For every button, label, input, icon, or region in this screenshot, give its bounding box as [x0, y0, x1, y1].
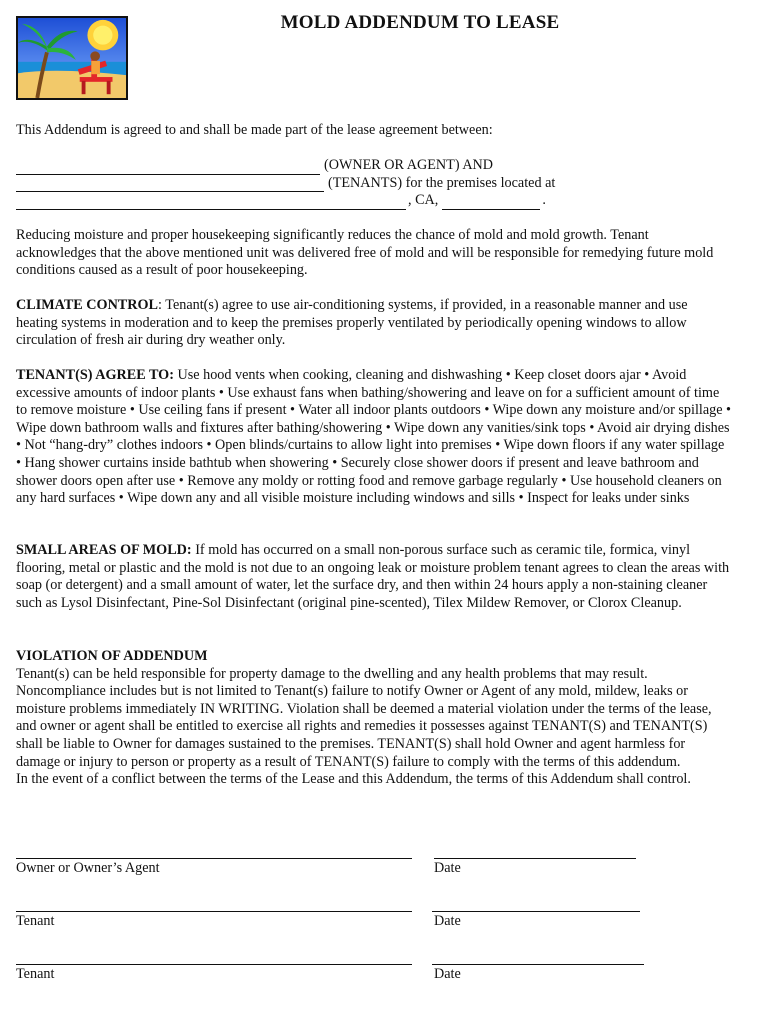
- parties-block: [16, 157, 732, 210]
- tenant2-signature-label: Tenant: [16, 966, 55, 982]
- owner-date-line[interactable]: [434, 858, 636, 859]
- tenant-agree-paragraph: [16, 367, 732, 508]
- page-title: MOLD ADDENDUM TO LEASE: [280, 12, 560, 33]
- signature-row-tenant-2: [16, 956, 732, 1009]
- owner-blank-field[interactable]: [16, 161, 320, 175]
- signature-row-tenant-1: [16, 903, 732, 956]
- tenant2-date-label: Date: [434, 966, 461, 982]
- tenant1-signature-line[interactable]: [16, 911, 412, 912]
- tenant2-signature-line[interactable]: [16, 964, 412, 965]
- zip-blank-field[interactable]: [442, 196, 540, 210]
- owner-suffix: (OWNER OR AGENT) AND: [324, 157, 494, 173]
- tenant-agree-heading: TENANT(S) AGREE TO:: [16, 367, 174, 383]
- end-period: .: [542, 192, 546, 209]
- tenant-agree-text: Use hood vents when cooking, cleaning and dishwashing • Keep closet doors ajar • Avoid excessive amounts of indoor plants • Use exhaust fans when bathing/showering and leave on for a sufficient amount of time to remove moisture • Use ceiling fans if present • Water all indoor plants outdoors • Wipe down any moisture and/or spillage • Wipe down bathroom walls and fixtures after bathing/showering • Wipe down any vanities/sink tops • Avoid air drying dishes • Not “hang-dry” clothes indoors • Open blinds/curtains to allow light into premises • Wipe down floors if any water spillage • Hang shower curtains inside bathtub when showering • Securely close shower doors if present and leave bathroom and shower doors open after use • Remove any moldy or rotting food and remove garbage regularly • Use household cleaners on any hard surfaces • Wipe down any and all visible moisture including windows and sills • Inspect for leaks under sinks: [16, 367, 732, 507]
- small-areas-paragraph: [16, 542, 732, 612]
- beach-chair-palm-icon: [18, 18, 126, 98]
- signature-block: [16, 850, 732, 1009]
- conflict-text: In the event of a conflict between the terms of the Lease and this Addendum, the terms of this Addendum shall control.: [16, 771, 691, 788]
- tenants-row: [16, 175, 732, 193]
- owner-row: [16, 157, 732, 175]
- violation-heading: VIOLATION OF ADDENDUM: [16, 648, 208, 664]
- owner-signature-label: Owner or Owner’s Agent: [16, 860, 160, 876]
- address-blank-field[interactable]: [16, 196, 406, 210]
- state-text: , CA,: [408, 192, 439, 209]
- address-row: [16, 192, 732, 210]
- moisture-paragraph: Reducing moisture and proper housekeeping significantly reduces the chance of mold and mold growth. Tenant acknowledges that the above mentioned unit was delivered free of mold and will be responsible for remedying future mold conditions caused as a result of poor housekeeping.: [16, 227, 714, 279]
- tenant1-signature-label: Tenant: [16, 913, 55, 929]
- climate-paragraph: [16, 297, 732, 350]
- tenant1-date-line[interactable]: [432, 911, 640, 912]
- climate-heading: CLIMATE CONTROL: [16, 297, 159, 313]
- tenant1-date-label: Date: [434, 913, 461, 929]
- climate-text: : Tenant(s) agree to use air-conditioning systems, if provided, in a reasonable manner and use heating systems in moderation and to keep the premises properly ventilated by periodically opening windows to allow circulation of fresh air during dry weather only.: [16, 297, 688, 349]
- signature-row-owner: [16, 850, 732, 903]
- small-areas-heading: SMALL AREAS OF MOLD:: [16, 542, 192, 558]
- violation-section: [16, 648, 732, 789]
- owner-signature-line[interactable]: [16, 858, 412, 859]
- owner-date-label: Date: [434, 860, 461, 876]
- small-areas-text: If mold has occurred on a small non-porous surface such as ceramic tile, formica, vinyl flooring, metal or plastic and the mold is not due to an ongoing leak or moisture problem tenant agrees to clean the areas with soap (or detergent) and a small amount of water, let the surface dry, and then within 24 hours apply a non-staining cleaner such as Lysol Disinfectant, Pine-Sol Disinfectant (original pine-scented), Tilex Mildew Remover, or Clorox Cleanup.: [16, 542, 730, 611]
- intro-text: This Addendum is agreed to and shall be made part of the lease agreement between:: [16, 122, 493, 138]
- violation-text: Tenant(s) can be held responsible for property damage to the dwelling and any health problems that may result. Noncompliance includes but is not limited to Tenant(s) failure to notify Owner or Agent of any mold, mildew, leaks or moisture problems immediately IN WRITING. Violation shall be deemed a material violation under the terms of the lease, and owner or agent shall be entitled to exercise all rights and remedies it possesses against TENANT(S) and TENANT(S) shall be liable to Owner for damages sustained to the premises. TENANT(S) shall hold Owner and agent harmless for damage or injury to person or property as a result of TENANT(S) failure to comply with the terms of this addendum.: [16, 665, 712, 770]
- tenants-blank-field[interactable]: [16, 178, 324, 192]
- tenant2-date-line[interactable]: [432, 964, 644, 965]
- beach-logo: [16, 16, 128, 100]
- tenants-suffix: (TENANTS) for the premises located at: [328, 174, 556, 191]
